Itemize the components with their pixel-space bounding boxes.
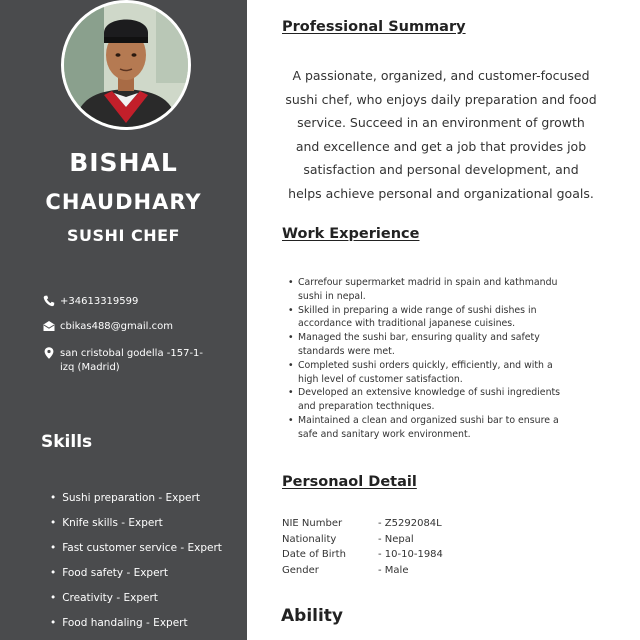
job-role: SUSHI CHEF [67,226,180,245]
skill-item: • Knife skills - Expert [50,517,163,529]
list-item [286,331,596,359]
sidebar [0,0,247,640]
name-last: CHAUDHARY [45,190,202,214]
address-line-1: san cristobal godella -157-1- [60,348,204,359]
person-portrait-icon [64,3,188,127]
name-first: BISHAL [69,148,178,177]
list-item [286,414,596,442]
envelope-icon [43,320,55,332]
summary-line: A passionate, organized, and customer-focused [292,68,590,83]
detail-value: - 10-10-1984 [378,549,443,560]
detail-label: NIE Number [282,518,343,529]
work-line: accordance with traditional japanese cuisines. [298,318,516,330]
summary-line: satisfaction and personal development, and [303,162,579,177]
work-line: Developed an extensive knowledge of sushi ingredients [298,387,561,399]
work-line: Maintained a clean and organized sushi bar to ensure a [298,414,559,426]
skill-item: • Sushi preparation - Expert [50,492,200,504]
work-line: Carrefour supermarket madrid in spain and kathmandu [298,277,558,288]
summary-line: and excellence and get a job that provides job [295,138,587,154]
list-item [286,359,596,387]
list-item [286,276,596,304]
skill-item: • Food safety - Expert [50,567,168,579]
work-line: sushi in nepal. [298,290,366,302]
skill-item: • Creativity - Expert [50,592,158,604]
email-text: cbikas488@gmail.com [60,321,173,332]
summary-line: helps achieve personal and organizational goals. [288,185,594,201]
work-line: standards were met. [298,345,395,357]
list-item [286,304,596,332]
work-line: Managed the sushi bar, ensuring quality and safety [298,332,540,344]
work-line: Skilled in preparing a wide range of sushi dishes in [298,304,537,316]
detail-label: Gender [282,565,319,576]
map-pin-icon [43,347,55,359]
ability-heading: Ability [281,606,344,626]
summary-line: service. Succeed in an environment of growth [297,115,585,130]
detail-label: Date of Birth [282,549,346,560]
summary-heading: Professional Summary [282,19,466,35]
work-line: safe and sanitary work environment. [298,428,471,440]
summary-line: sushi chef, who enjoys daily preparation and food [285,91,597,107]
work-line: high level of customer satisfaction. [298,373,463,385]
work-line: and preparation tecthniques. [298,401,435,413]
detail-value: - Z5292084L [378,518,442,529]
summary-text [279,64,603,205]
work-experience-list [286,276,596,442]
detail-value: - Nepal [378,534,414,545]
phone-text: +34613319599 [60,296,139,307]
skill-item: • Food handaling - Expert [50,617,188,629]
profile-photo [61,0,191,130]
detail-label: Nationality [282,534,337,545]
address-line-2: izq (Madrid) [60,362,120,373]
work-line: Completed sushi orders quickly, efficiently, and with a [298,359,553,371]
phone-icon [43,295,55,307]
skill-item: • Fast customer service - Expert [50,542,222,554]
detail-value: - Male [378,565,409,576]
skills-heading: Skills [41,432,93,452]
work-experience-heading: Work Experience [282,226,420,242]
address-text [60,347,210,375]
list-item [286,386,596,414]
personal-detail-heading: Personaol Detail [282,474,417,490]
